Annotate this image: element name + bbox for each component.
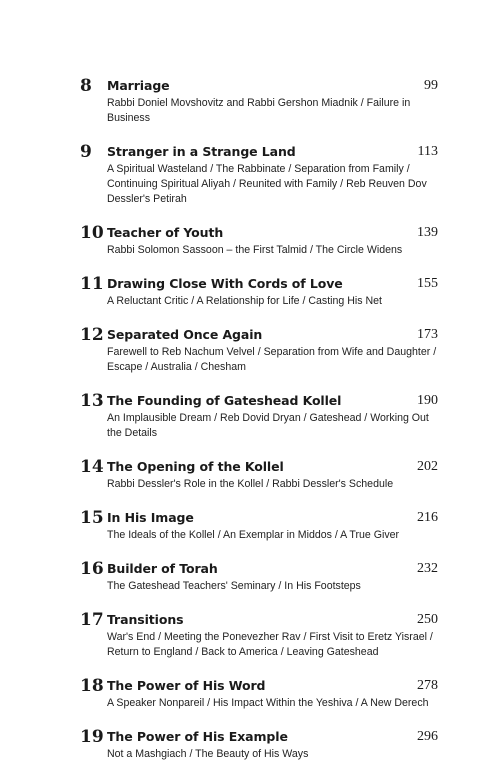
chapter-number: 12 [80, 325, 104, 345]
toc-entry-10 [80, 223, 440, 258]
toc-entry-14 [80, 457, 440, 492]
page-number: 173 [417, 327, 438, 342]
page-number: 155 [417, 276, 438, 291]
chapter-subtopics: Not a Mashgiach / The Beauty of His Ways [107, 748, 309, 760]
table-of-contents [80, 76, 440, 778]
chapter-number: 17 [80, 610, 104, 630]
toc-entry-16 [80, 559, 440, 594]
page-number: 278 [417, 678, 438, 693]
chapter-number: 10 [80, 223, 104, 243]
chapter-subtopics: A Reluctant Critic / A Relationship for Life / Casting His Net [107, 295, 382, 307]
chapter-number: 19 [80, 727, 104, 747]
chapter-subtopics: The Ideals of the Kollel / An Exemplar in Middos / A True Giver [107, 529, 400, 541]
chapter-subtopics: War's End / Meeting the Ponevezher Rav / First Visit to Eretz Yisrael / Return to England / Back to America / Leaving Gateshead [107, 631, 433, 658]
chapter-number: 15 [80, 508, 104, 528]
chapter-title: The Opening of the Kollel [107, 459, 284, 474]
page-number: 216 [417, 510, 438, 525]
toc-entry-8 [80, 76, 440, 126]
chapter-title: Teacher of Youth [107, 225, 224, 240]
chapter-title: Drawing Close With Cords of Love [107, 276, 343, 291]
chapter-title: The Power of His Word [107, 678, 266, 693]
toc-entry-11 [80, 274, 440, 309]
chapter-number: 9 [80, 142, 92, 162]
toc-entry-15 [80, 508, 440, 543]
chapter-number: 13 [80, 391, 104, 411]
toc-entry-13 [80, 391, 440, 441]
chapter-title: Stranger in a Strange Land [107, 144, 296, 159]
page-number: 250 [417, 612, 438, 627]
chapter-title: Marriage [107, 78, 170, 93]
chapter-subtopics: Rabbi Dessler's Role in the Kollel / Rabbi Dessler's Schedule [107, 478, 394, 490]
toc-entry-9 [80, 142, 440, 207]
chapter-title: Separated Once Again [107, 327, 263, 342]
chapter-number: 18 [80, 676, 104, 696]
chapter-number: 16 [80, 559, 104, 579]
page-number: 190 [417, 393, 438, 408]
chapter-title: The Founding of Gateshead Kollel [107, 393, 342, 408]
chapter-subtopics: Rabbi Solomon Sassoon – the First Talmid / The Circle Widens [107, 244, 403, 256]
chapter-number: 14 [80, 457, 104, 477]
chapter-subtopics: Farewell to Reb Nachum Velvel / Separation from Wife and Daughter / Escape / Australia / Chesham [107, 346, 437, 373]
page-number: 232 [417, 561, 438, 576]
page-number: 113 [417, 144, 438, 159]
chapter-subtopics: Rabbi Doniel Movshovitz and Rabbi Gershon Miadnik / Failure in Business [107, 97, 411, 124]
chapter-subtopics: An Implausible Dream / Reb Dovid Dryan / Gateshead / Working Out the Details [107, 412, 429, 439]
toc-entry-19 [80, 727, 440, 762]
chapter-subtopics: A Spiritual Wasteland / The Rabbinate / Separation from Family / Continuing Spiritual Aliyah / Reunited with Family / Reb Reuven Dov Dessler's Petirah [107, 163, 427, 205]
page-number: 202 [417, 459, 438, 474]
chapter-subtopics: A Speaker Nonpareil / His Impact Within the Yeshiva / A New Derech [107, 697, 429, 709]
chapter-title: Transitions [107, 612, 184, 627]
page-number: 99 [424, 78, 438, 93]
chapter-number: 11 [80, 274, 104, 294]
chapter-number: 8 [80, 76, 92, 96]
chapter-title: Builder of Torah [107, 561, 218, 576]
toc-entry-12 [80, 325, 440, 375]
toc-entry-18 [80, 676, 440, 711]
page-number: 296 [417, 729, 438, 744]
chapter-subtopics: The Gateshead Teachers' Seminary / In His Footsteps [107, 580, 361, 592]
toc-entry-17 [80, 610, 440, 660]
chapter-title: In His Image [107, 510, 194, 525]
chapter-title: The Power of His Example [107, 729, 288, 744]
page-number: 139 [417, 225, 438, 240]
